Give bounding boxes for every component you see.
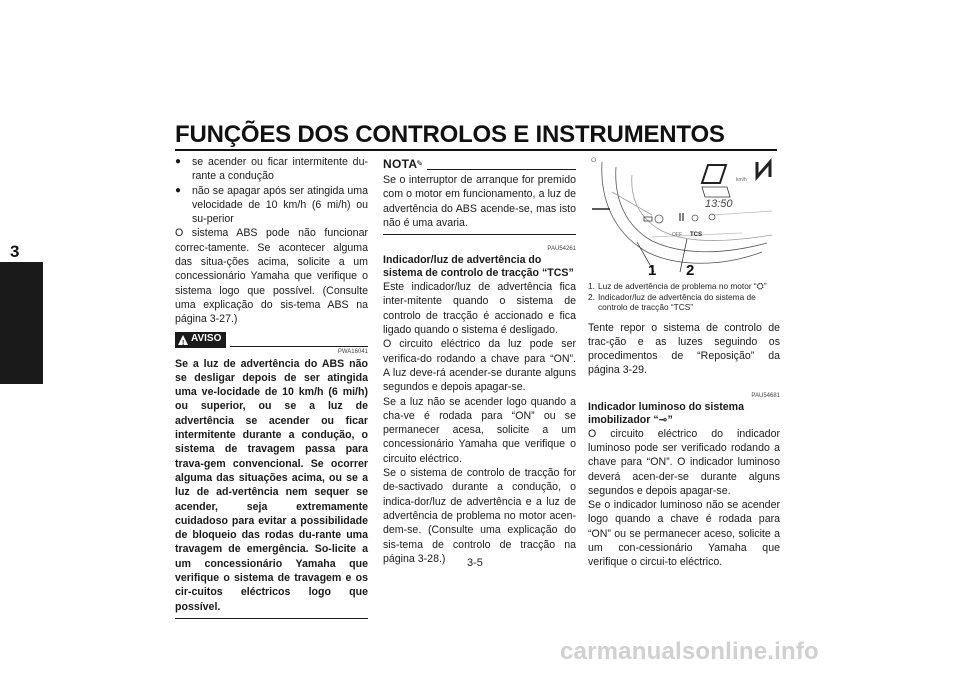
section-code: PAU54261 <box>547 246 576 253</box>
immobilizer-key-icon: ⊸ <box>658 413 668 426</box>
watermark: carmanualsonline.info <box>560 638 819 665</box>
immobilizer-paragraph: O circuito eléctrico do indicador luminoso pode ser verificado rodando a chave para “ON”. O indicador luminoso deverá acen-der-se durante alguns segundos e depois apagar-se. <box>588 427 780 497</box>
page-number: 3-5 <box>467 557 483 569</box>
section-code: PAU54681 <box>751 392 780 399</box>
nota-label: NOTA✎ <box>383 157 424 171</box>
tcs-paragraph: O circuito eléctrico da luz pode ser verifica-do rodando a chave para “ON”. A luz deve-rá acender-se durante alguns segundos e depois apagar-se. <box>383 338 576 394</box>
nota-header <box>383 155 576 171</box>
tcs-paragraph: Se a luz não se acender logo quando a cha-ve é rodada para “ON” ou se permanecer acesa, solicite a um concessionário Yamaha que verifique o circuito eléctrico. <box>383 395 576 465</box>
pencil-icon: ✎ <box>416 159 424 168</box>
display-time: 13:50 <box>705 198 733 210</box>
warning-label: AVISO <box>191 333 222 345</box>
svg-text:ⵔ: ⵔ <box>591 158 597 164</box>
chapter-tab <box>0 262 43 384</box>
section-title-tcs: Indicador/luz de advertência do sistema de controlo de tracção “TCS” <box>383 254 574 280</box>
nota-end-rule <box>383 234 576 235</box>
section-title-immobilizer: Indicador luminoso do sistema imobilizador “⊸” <box>588 400 744 426</box>
figure-captions <box>588 281 780 313</box>
callout-2: 2 <box>686 262 695 279</box>
bullet-text: se acender ou ficar intermitente du-rante a condução <box>192 156 368 183</box>
warning-end-rule <box>175 618 368 620</box>
bullet-text: não se apagar após ser atingida uma velocidade de 10 km/h (6 mi/h) ou su-perior <box>192 184 368 226</box>
tcs-indicator-icon: TCS <box>690 232 702 238</box>
page-title: FUNÇÕES DOS CONTROLOS E INSTRUMENTOS <box>175 121 725 148</box>
instrument-figure <box>592 157 777 272</box>
nota-rule <box>427 169 576 170</box>
warning-header <box>175 332 368 348</box>
svg-text:km/h: km/h <box>736 177 747 183</box>
right-column <box>588 281 780 570</box>
tcs-paragraph: Se o sistema de controlo de tracção for de-sactivado durante a condução, o indica-dor/luz de advertência e a luz de advertência de problema no motor acen-dem-se. (Consulte uma explicação do sis-tema de controlo de tracção na página 3-28.) <box>383 467 576 565</box>
callout-1: 1 <box>648 262 657 279</box>
tcs-paragraph: Este indicador/luz de advertência fica inter-mitente quando o sistema de controlo de tracção é accionado e fica ligado quando o sistema é desligado. <box>383 281 576 337</box>
svg-text:OFF: OFF <box>672 232 682 238</box>
middle-column <box>383 155 576 566</box>
warning-triangle-icon: ! <box>178 335 188 345</box>
reset-paragraph: Tente repor o sistema de controlo de trac-ção e as luzes seguindo os procedimentos de “Reposição” da página 3-29. <box>588 321 780 377</box>
bullet-icon: ● <box>175 156 182 167</box>
nota-text: Se o interruptor de arranque for premido com o motor em funcionamento, a luz de advertência do ABS acende-se, mas isto não é uma avaria. <box>383 174 576 229</box>
bullet-icon: ● <box>175 184 182 196</box>
chapter-number: 3 <box>10 242 20 261</box>
bullet-item <box>175 184 368 227</box>
abs-paragraph: O sistema ABS pode não funcionar correc-tamente. Se acontecer alguma das situa-ções acima, solicite a um concessionário Yamaha que verifique o sistema logo que possível. (Consulte uma explicação do sis-tema ABS na página 3-27.) <box>175 227 368 326</box>
bullet-item <box>175 155 368 184</box>
caption-item: 2. Indicador/luz de advertência do sistema de controlo de tracção “TCS” <box>588 291 756 312</box>
warning-code: PWA16041 <box>337 348 368 355</box>
immobilizer-paragraph: Se o indicador luminoso não se acender logo quando a chave é rodada para “ON” ou se permanecer aceso, solicite a um con-cessionário Yamaha que verifique o circui-to eléctrico. <box>588 499 780 569</box>
warning-text: Se a luz de advertência do ABS não se desligar depois de ser atingida uma ve-locidade de 10 km/h (6 mi/h) ou superior, ou se a luz de advertência se acender ou ficar intermitente durante a condução, o sistema de travagem passa para trava-gem convencional. Se ocorrer alguma das situações acima, ou se a luz de ad-vertência nem sequer se acender, seja extremamente cuidadoso para evitar a possibilidade de bloqueio das rodas du-rante uma travagem de emergência. So-licite a um concessionário Yamaha que verifique o sistema de travagem e os cir-cuitos eléctricos logo que possível. <box>175 357 368 613</box>
caption-item: 1. Luz de advertência de problema no motor “⛭” <box>588 281 767 291</box>
title-rule <box>175 149 777 151</box>
warning-badge <box>175 332 226 348</box>
engine-warning-icon: ⛭ <box>756 281 764 291</box>
warning-rule <box>230 346 368 347</box>
left-column <box>175 155 368 619</box>
instrument-cluster-drawing <box>592 157 777 272</box>
warning-body <box>175 357 368 614</box>
